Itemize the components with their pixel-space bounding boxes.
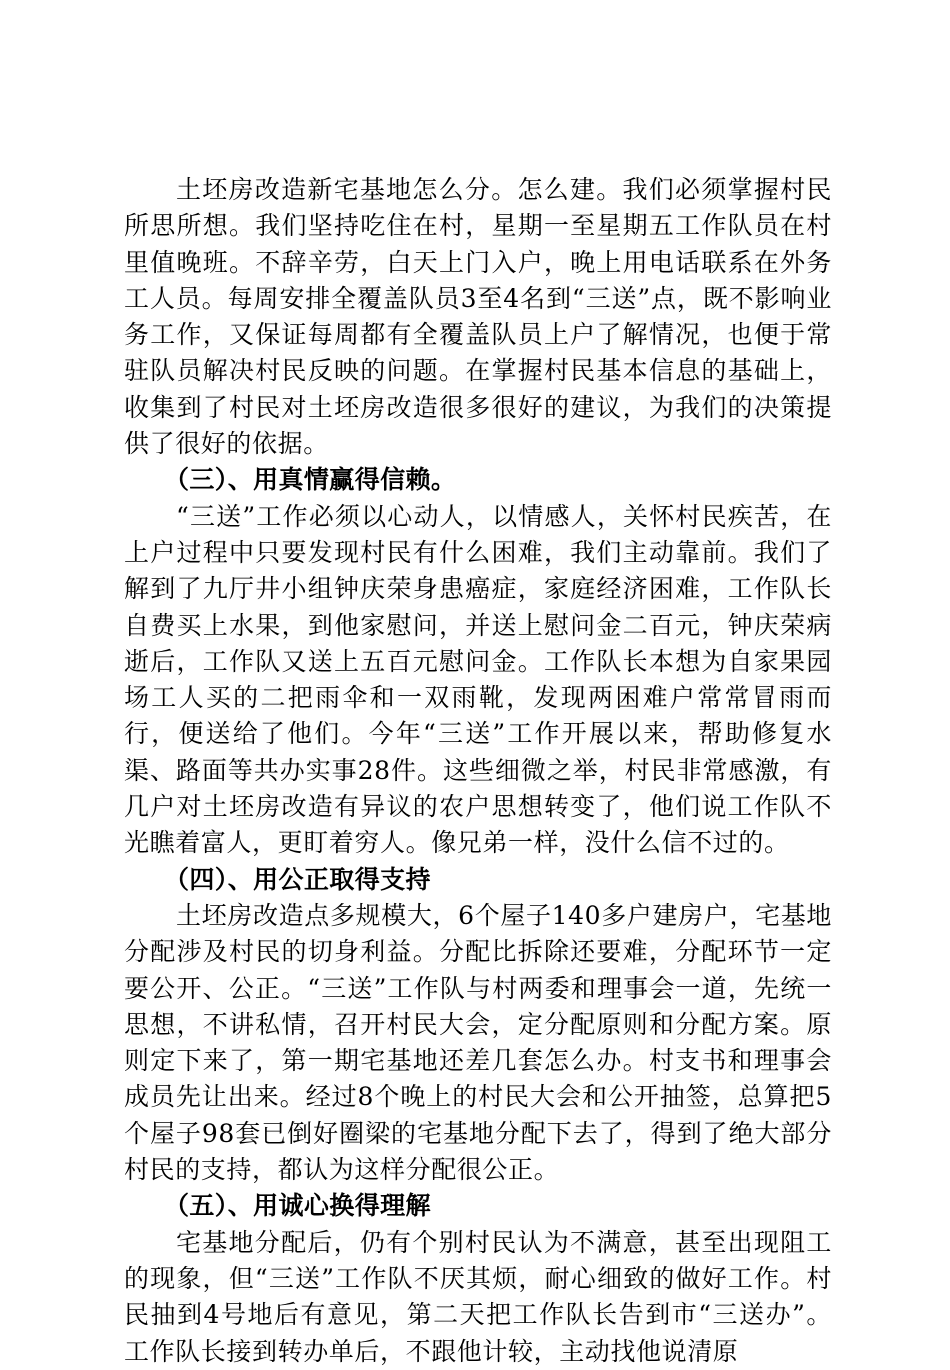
paragraph-fairness-support: 土坯房改造点多规模大，6个屋子140多户建房户，宅基地分配涉及村民的切身利益。分配比拆除还要难，分配环节一定要公开、公正。“三送”工作队与村两委和理事会一道，先统一思想，不讲私情，召开村民大会，定分配原则和分配方案。原则定下来了，第一期宅基地还差几套怎么办。村支书和理事会成员先让出来。经过8个晚上的村民大会和公开抽签，总算把5个屋子98套已倒好圈梁的宅基地分配下去了，得到了绝大部分村民的支持，都认为这样分配很公正。 [124,900,832,1185]
section-heading-5: （五）、用诚心换得理解 [164,1191,431,1221]
paragraph-homestead-allocation: 土坯房改造新宅基地怎么分。怎么建。我们必须掌握村民所思所想。我们坚持吃住在村，星期一至星期五工作队员在村里值晚班。不辞辛劳，白天上门入户，晚上用电话联系在外务工人员。每周安排全覆盖队员3至4名到“三送”点，既不影响业务工作，又保证每周都有全覆盖队员上户了解情况，也便于常驻队员解决村民反映的问题。在掌握村民基本信息的基础上，收集到了村民对土坯房改造很多很好的建议，为我们的决策提供了很好的依据。 [124,175,832,459]
section-heading-4: （四）、用公正取得支持 [164,864,431,894]
section-heading-3: （三）、用真情赢得信赖。 [164,465,457,495]
paragraph-sincerity-trust: “三送”工作必须以心动人，以情感人，关怀村民疾苦，在上户过程中只要发现村民有什么困难，我们主动靠前。我们了解到了九厅井小组钟庆荣身患癌症，家庭经济困难，工作队长自费买上水果，到他家慰问，并送上慰问金二百元，钟庆荣病逝后，工作队又送上五百元慰问金。工作队长本想为自家果园场工人买的二把雨伞和一双雨靴，发现两困难户常常冒雨而行，便送给了他们。今年“三送”工作开展以来，帮助修复水渠、路面等共办实事28件。这些细微之举，村民非常感激，有几户对土坯房改造有异议的农户思想转变了，他们说工作队不光瞧着富人，更盯着穷人。像兄弟一样，没什么信不过的。 [124,501,832,858]
paragraph-honesty-understanding: 宅基地分配后，仍有个别村民认为不满意，甚至出现阻工的现象，但“三送”工作队不厌其烦，耐心细致的做好工作。村民抽到4号地后有意见，第二天把工作队长告到市“三送办”。工作队长接到转办单后，不跟他计较，主动找他说清原 [124,1227,832,1366]
document-body [124,172,832,1370]
